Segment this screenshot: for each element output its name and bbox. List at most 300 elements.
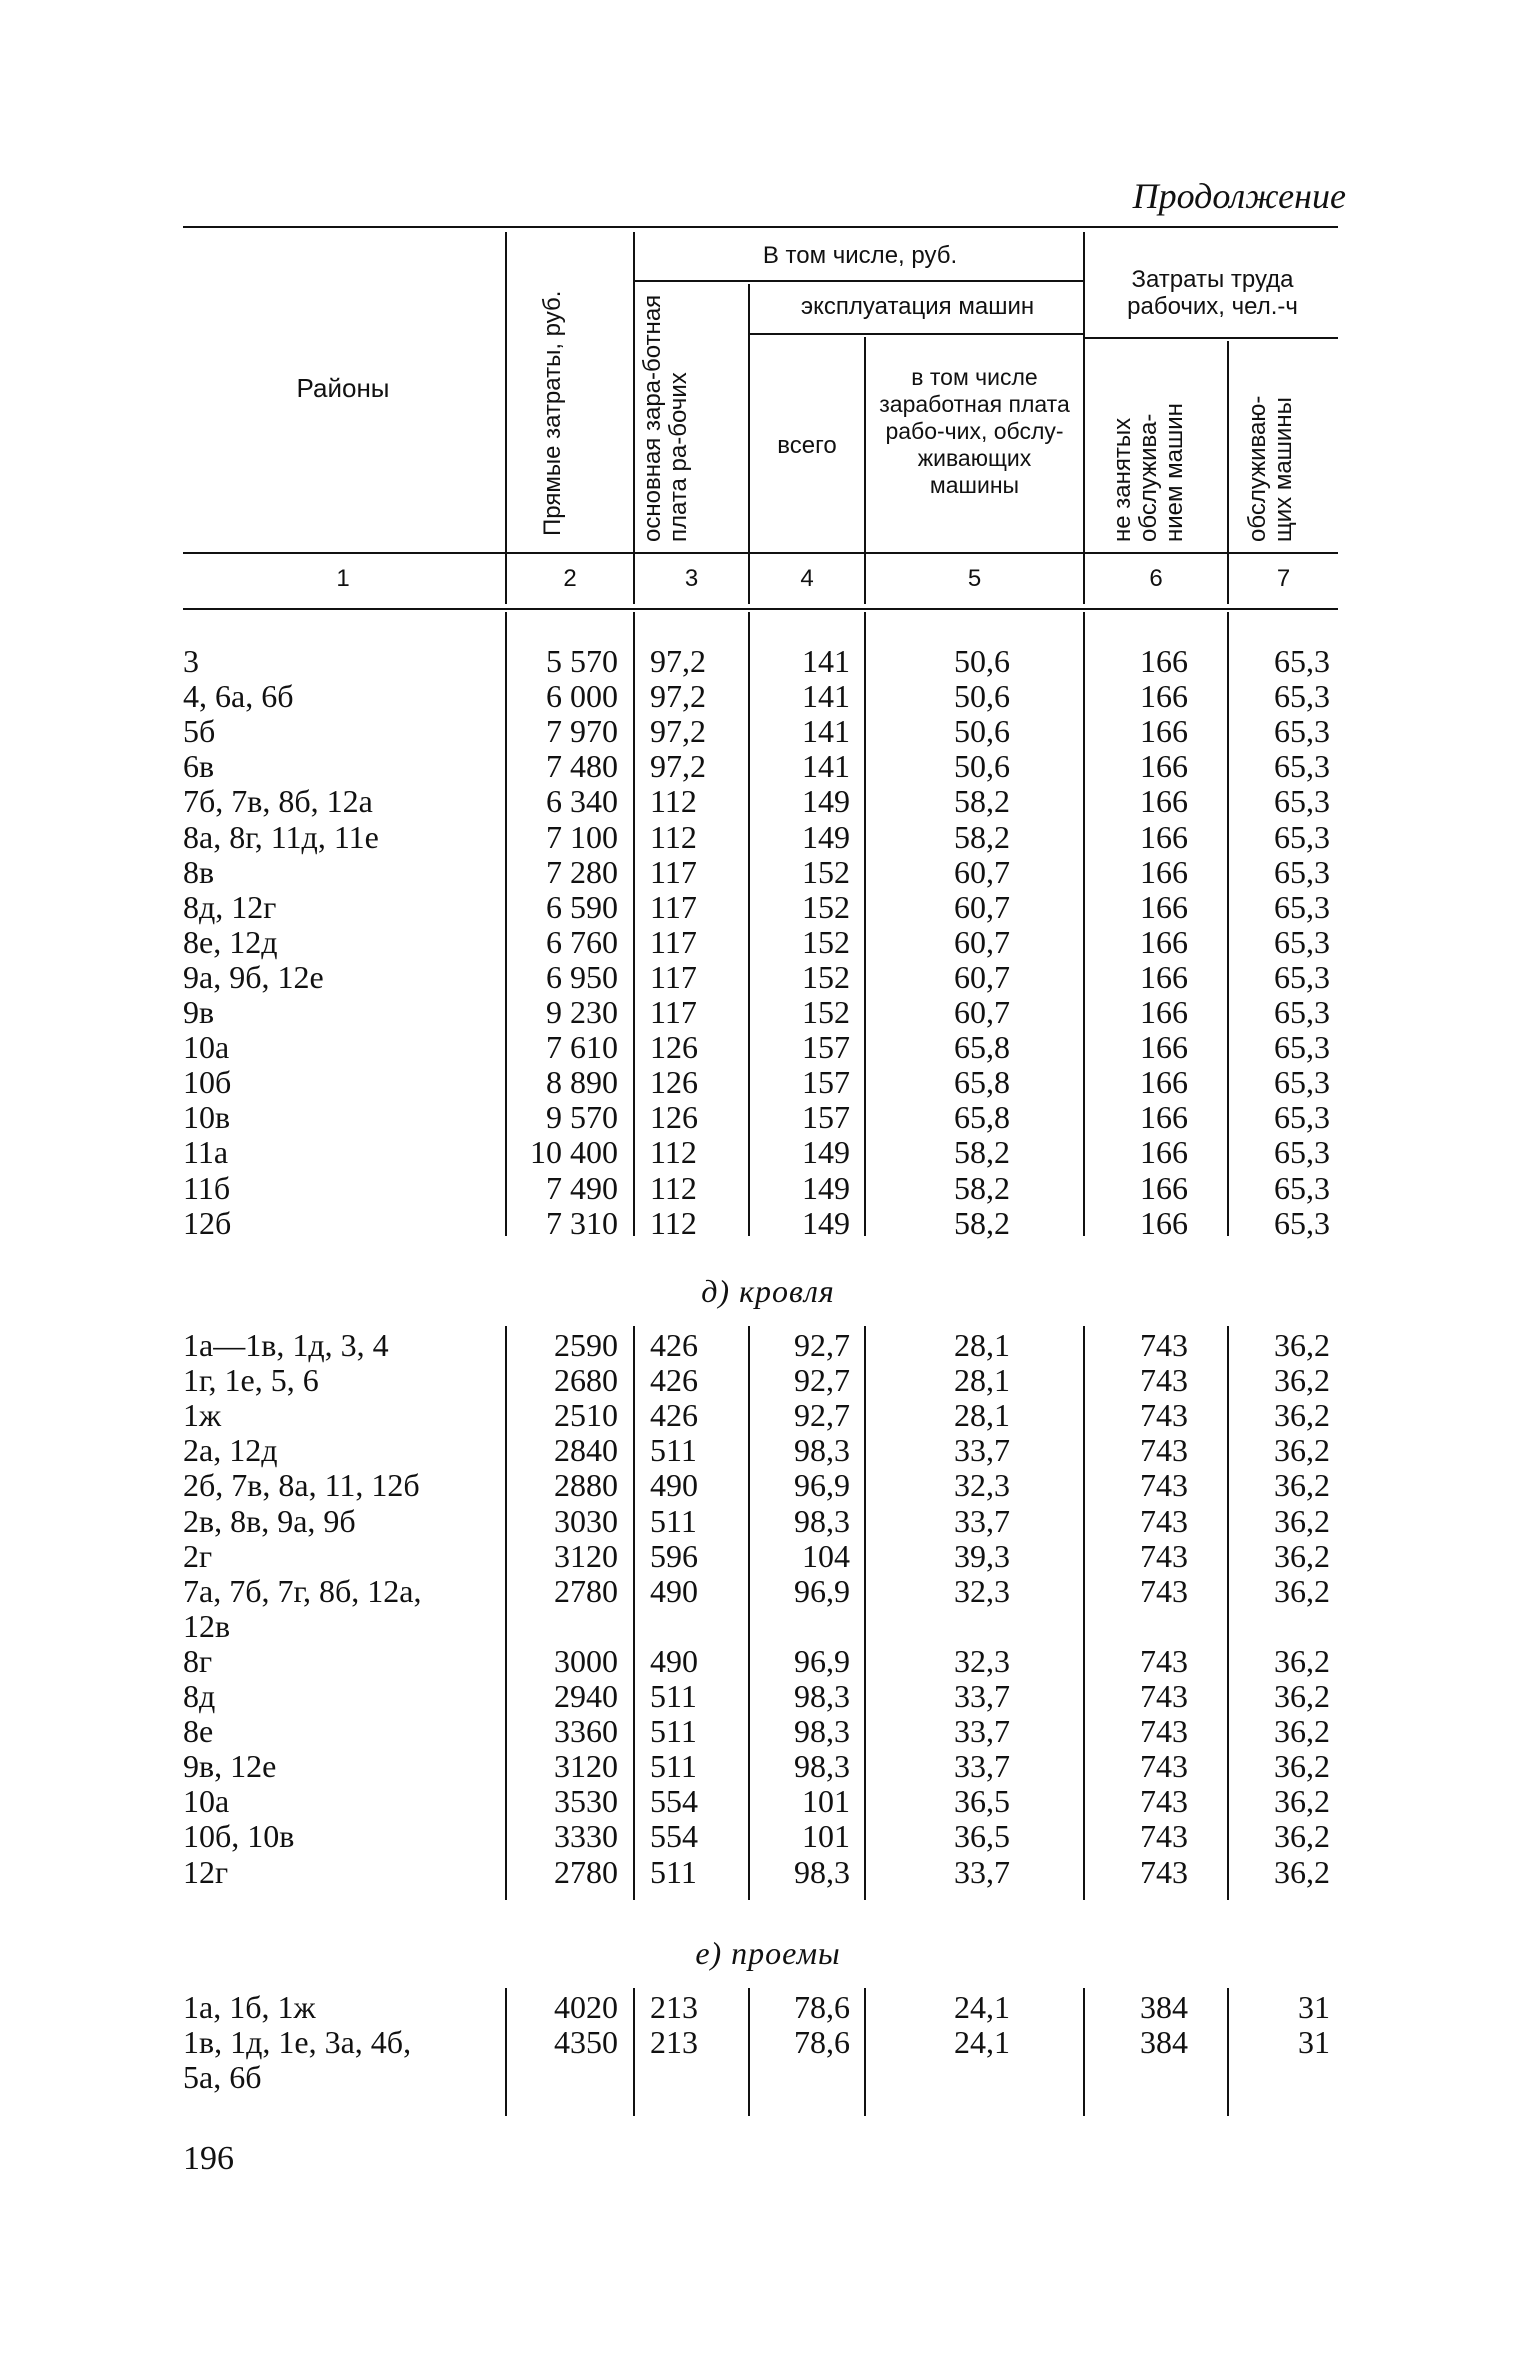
cell-district: 7б, 7в, 8б, 12а — [183, 783, 373, 820]
cell-labor-not-machines: 166 — [1140, 1169, 1188, 1206]
header-group-labor: Затраты труда рабочих, чел.-ч — [1127, 266, 1298, 320]
cell-labor-machines: 31 — [1298, 1989, 1330, 2025]
cell-machine-wage: 58,2 — [954, 1169, 1010, 1206]
cell-direct-costs: 3120 — [554, 1537, 618, 1574]
cell-direct-costs: 2680 — [554, 1362, 618, 1399]
cell-base-wage: 117 — [650, 888, 697, 925]
cell-direct-costs: 6 340 — [546, 783, 618, 820]
cell-district: 5б — [183, 713, 216, 750]
section-title-openings: е) проемы — [695, 1935, 841, 1971]
header-divider-1 — [505, 232, 507, 604]
cell-machines-total: 98,3 — [794, 1853, 850, 1890]
cell-machine-wage: 50,6 — [954, 713, 1010, 750]
cell-direct-costs: 7 100 — [546, 818, 618, 855]
table-row — [0, 995, 1536, 1030]
cell-direct-costs: 6 760 — [546, 923, 618, 960]
cell-direct-costs: 7 480 — [546, 748, 618, 785]
cell-machines-total: 92,7 — [794, 1362, 850, 1399]
cell-labor-machines: 36,2 — [1274, 1537, 1330, 1574]
cell-labor-machines: 36,2 — [1274, 1572, 1330, 1609]
column-number-6: 6 — [1149, 565, 1163, 592]
cell-machine-wage: 39,3 — [954, 1537, 1010, 1574]
cell-base-wage: 126 — [650, 1099, 698, 1136]
cell-machines-total: 152 — [802, 994, 850, 1030]
cell-district: 5а, 6б — [183, 2059, 262, 2096]
header-divider-4 — [864, 337, 866, 604]
cell-district: 10б, 10в — [183, 1818, 295, 1855]
cell-district: 8е — [183, 1713, 214, 1750]
cell-base-wage: 117 — [650, 994, 697, 1030]
cell-machines-total: 98,3 — [794, 1748, 850, 1785]
table-row — [0, 1819, 1536, 1854]
cell-machines-total: 157 — [802, 1099, 850, 1136]
cell-base-wage: 426 — [650, 1362, 698, 1399]
cell-labor-machines: 36,2 — [1274, 1713, 1330, 1750]
cell-machine-wage: 28,1 — [954, 1397, 1010, 1434]
cell-machines-total: 96,9 — [794, 1572, 850, 1609]
column-number-3: 3 — [684, 565, 699, 592]
cell-labor-machines: 36,2 — [1274, 1748, 1330, 1785]
table-row — [0, 1749, 1536, 1784]
cell-base-wage: 117 — [650, 958, 697, 995]
cell-district: 9в — [183, 994, 215, 1030]
column-number-rule — [183, 608, 1338, 610]
cell-district: 8д — [183, 1678, 216, 1714]
cell-district: 6в — [183, 748, 215, 785]
cell-machine-wage: 24,1 — [954, 1989, 1010, 2025]
cell-district: 1г, 1е, 5, 6 — [183, 1362, 319, 1399]
table-row — [0, 2025, 1536, 2060]
cell-machine-wage: 65,8 — [954, 1029, 1010, 1066]
cell-base-wage: 97,2 — [650, 643, 706, 679]
cell-machines-total: 149 — [802, 783, 850, 820]
cell-base-wage: 490 — [650, 1642, 698, 1679]
cell-machine-wage: 60,7 — [954, 923, 1010, 960]
cell-base-wage: 426 — [650, 1397, 698, 1434]
cell-labor-not-machines: 384 — [1140, 2024, 1188, 2061]
table-row — [0, 644, 1536, 679]
cell-base-wage: 117 — [650, 923, 697, 960]
table-row — [0, 960, 1536, 995]
table-row — [0, 1433, 1536, 1468]
cell-base-wage: 554 — [650, 1783, 698, 1820]
table-row — [0, 1030, 1536, 1065]
cell-labor-not-machines: 743 — [1140, 1362, 1188, 1399]
cell-machine-wage: 33,7 — [954, 1748, 1010, 1785]
cell-direct-costs: 6 950 — [546, 958, 618, 995]
cell-district: 4, 6а, 6б — [183, 678, 294, 715]
cell-machines-total: 152 — [802, 958, 850, 995]
header-machines-total: всего — [777, 432, 837, 459]
cell-machines-total: 149 — [802, 1204, 850, 1241]
cell-direct-costs: 2880 — [554, 1467, 618, 1504]
cell-direct-costs: 3030 — [554, 1502, 618, 1539]
cell-labor-not-machines: 743 — [1140, 1537, 1188, 1574]
cell-base-wage: 511 — [650, 1502, 697, 1539]
cell-direct-costs: 2590 — [554, 1327, 618, 1363]
table-row — [0, 1065, 1536, 1100]
cell-labor-machines: 36,2 — [1274, 1783, 1330, 1820]
table-row — [0, 890, 1536, 925]
cell-labor-not-machines: 166 — [1140, 783, 1188, 820]
cell-district: 11а — [183, 1134, 229, 1171]
cell-labor-machines: 65,3 — [1274, 748, 1330, 785]
cell-labor-machines: 65,3 — [1274, 1029, 1330, 1066]
column-number-5: 5 — [967, 565, 982, 592]
column-number-1: 1 — [336, 565, 350, 592]
cell-labor-machines: 31 — [1298, 2024, 1330, 2061]
cell-machine-wage: 28,1 — [954, 1362, 1010, 1399]
cell-machines-total: 149 — [802, 818, 850, 855]
cell-base-wage: 112 — [650, 1204, 697, 1241]
cell-direct-costs: 5 570 — [546, 643, 618, 679]
cell-labor-not-machines: 166 — [1140, 853, 1188, 890]
cell-labor-machines: 65,3 — [1274, 853, 1330, 890]
table-row — [0, 1714, 1536, 1749]
cell-labor-not-machines: 166 — [1140, 818, 1188, 855]
cell-direct-costs: 3530 — [554, 1783, 618, 1820]
cell-district: 9в, 12е — [183, 1748, 277, 1785]
cell-labor-not-machines: 166 — [1140, 678, 1188, 715]
cell-base-wage: 490 — [650, 1467, 698, 1504]
cell-district: 8г — [183, 1642, 213, 1679]
cell-labor-not-machines: 743 — [1140, 1502, 1188, 1539]
continuation-label: Продолжение — [1132, 176, 1346, 216]
cell-machines-total: 149 — [802, 1134, 850, 1171]
cell-base-wage: 97,2 — [650, 748, 706, 785]
table-row — [0, 1784, 1536, 1819]
cell-direct-costs: 7 970 — [546, 713, 618, 750]
cell-district: 12б — [183, 1204, 232, 1241]
table-row — [0, 1100, 1536, 1135]
cell-labor-machines: 36,2 — [1274, 1502, 1330, 1539]
cell-machine-wage: 33,7 — [954, 1432, 1010, 1469]
column-number-7: 7 — [1276, 565, 1291, 592]
cell-direct-costs: 2510 — [554, 1397, 618, 1434]
cell-direct-costs: 10 400 — [530, 1134, 618, 1171]
cell-direct-costs: 6 590 — [546, 888, 618, 925]
cell-labor-not-machines: 166 — [1140, 1134, 1188, 1171]
cell-machines-total: 96,9 — [794, 1642, 850, 1679]
cell-district: 2а, 12д — [183, 1432, 278, 1469]
cell-machines-total: 141 — [802, 748, 850, 785]
table-row — [0, 1468, 1536, 1503]
cell-labor-not-machines: 743 — [1140, 1397, 1188, 1434]
cell-labor-not-machines: 384 — [1140, 1989, 1188, 2025]
cell-machines-total: 101 — [802, 1818, 850, 1855]
cell-district: 1а—1в, 1д, 3, 4 — [183, 1327, 389, 1363]
cell-machine-wage: 65,8 — [954, 1099, 1010, 1136]
cell-labor-machines: 36,2 — [1274, 1432, 1330, 1469]
cell-machines-total: 98,3 — [794, 1432, 850, 1469]
cell-base-wage: 97,2 — [650, 678, 706, 715]
cell-direct-costs: 7 610 — [546, 1029, 618, 1066]
header-districts: Районы — [296, 373, 390, 403]
cell-machine-wage: 58,2 — [954, 1204, 1010, 1241]
cell-machines-total: 152 — [802, 888, 850, 925]
table-row — [0, 749, 1536, 784]
cell-labor-machines: 36,2 — [1274, 1362, 1330, 1399]
cell-labor-machines: 65,3 — [1274, 783, 1330, 820]
cell-machines-total: 98,3 — [794, 1678, 850, 1714]
cell-machine-wage: 58,2 — [954, 1134, 1010, 1171]
cell-labor-not-machines: 743 — [1140, 1713, 1188, 1750]
cell-direct-costs: 4020 — [554, 1989, 618, 2025]
cell-labor-not-machines: 166 — [1140, 713, 1188, 750]
cell-district: 1а, 1б, 1ж — [183, 1989, 316, 2025]
cell-labor-not-machines: 166 — [1140, 748, 1188, 785]
cell-machine-wage: 36,5 — [954, 1783, 1010, 1820]
cell-direct-costs: 9 230 — [546, 994, 618, 1030]
cell-machines-total: 141 — [802, 713, 850, 750]
cell-labor-not-machines: 166 — [1140, 1099, 1188, 1136]
cell-labor-not-machines: 166 — [1140, 958, 1188, 995]
cell-base-wage: 126 — [650, 1029, 698, 1066]
cell-labor-not-machines: 743 — [1140, 1783, 1188, 1820]
table-row — [0, 714, 1536, 749]
cell-machines-total: 78,6 — [794, 2024, 850, 2061]
table-row — [0, 1328, 1536, 1363]
cell-machine-wage: 32,3 — [954, 1642, 1010, 1679]
cell-machine-wage: 28,1 — [954, 1327, 1010, 1363]
cell-machines-total: 98,3 — [794, 1713, 850, 1750]
cell-labor-machines: 36,2 — [1274, 1327, 1330, 1363]
cell-labor-machines: 65,3 — [1274, 643, 1330, 679]
cell-direct-costs: 6 000 — [546, 678, 618, 715]
cell-labor-not-machines: 166 — [1140, 643, 1188, 679]
cell-base-wage: 126 — [650, 1064, 698, 1101]
cell-labor-machines: 65,3 — [1274, 1204, 1330, 1241]
header-labor-not-machines: не занятых обслужива-нием машин — [1109, 403, 1188, 542]
cell-labor-machines: 36,2 — [1274, 1818, 1330, 1855]
cell-machines-total: 141 — [802, 678, 850, 715]
cell-machine-wage: 58,2 — [954, 783, 1010, 820]
column-number-4: 4 — [800, 565, 814, 592]
cell-direct-costs: 7 490 — [546, 1169, 618, 1206]
group-main-rule — [635, 280, 1085, 282]
cell-district: 8е, 12д — [183, 923, 278, 960]
cell-machines-total: 152 — [802, 853, 850, 890]
cell-direct-costs: 3120 — [554, 1748, 618, 1785]
cell-labor-machines: 65,3 — [1274, 713, 1330, 750]
cell-labor-machines: 65,3 — [1274, 1169, 1330, 1206]
cell-machines-total: 157 — [802, 1064, 850, 1101]
table-row — [0, 2060, 1536, 2095]
cell-machine-wage: 33,7 — [954, 1502, 1010, 1539]
cell-base-wage: 596 — [650, 1537, 698, 1574]
cell-machine-wage: 32,3 — [954, 1467, 1010, 1504]
header-labor-machines: обслуживаю-щих машины — [1244, 395, 1297, 542]
cell-labor-machines: 65,3 — [1274, 888, 1330, 925]
table-row — [0, 1539, 1536, 1574]
cell-district: 10в — [183, 1099, 231, 1136]
table-row — [0, 820, 1536, 855]
cell-labor-not-machines: 743 — [1140, 1818, 1188, 1855]
cell-base-wage: 112 — [650, 818, 697, 855]
column-number-2: 2 — [563, 565, 577, 592]
cell-labor-not-machines: 166 — [1140, 1204, 1188, 1241]
cell-machines-total: 92,7 — [794, 1397, 850, 1434]
cell-labor-not-machines: 166 — [1140, 888, 1188, 925]
table-row — [0, 1609, 1536, 1644]
cell-district: 9а, 9б, 12е — [183, 958, 324, 995]
cell-machine-wage: 60,7 — [954, 994, 1010, 1030]
header-group-machines: эксплуатация машин — [800, 293, 1035, 320]
cell-machine-wage: 60,7 — [954, 853, 1010, 890]
cell-labor-machines: 36,2 — [1274, 1853, 1330, 1890]
cell-base-wage: 511 — [650, 1432, 697, 1469]
table-row — [0, 925, 1536, 960]
cell-base-wage: 490 — [650, 1572, 698, 1609]
cell-machine-wage: 65,8 — [954, 1064, 1010, 1101]
cell-base-wage: 426 — [650, 1327, 698, 1363]
cell-labor-machines: 65,3 — [1274, 923, 1330, 960]
cell-machine-wage: 33,7 — [954, 1853, 1010, 1890]
cell-base-wage: 112 — [650, 1169, 697, 1206]
cell-district: 2в, 8в, 9а, 9б — [183, 1502, 356, 1539]
cell-district: 3 — [183, 643, 199, 679]
cell-labor-not-machines: 743 — [1140, 1572, 1188, 1609]
cell-labor-machines: 36,2 — [1274, 1467, 1330, 1504]
cell-direct-costs: 4350 — [554, 2024, 618, 2061]
cell-labor-not-machines: 166 — [1140, 1029, 1188, 1066]
cell-machine-wage: 60,7 — [954, 888, 1010, 925]
cell-labor-not-machines: 743 — [1140, 1432, 1188, 1469]
cell-district: 11б — [183, 1169, 231, 1206]
group-labor-rule — [1085, 337, 1338, 339]
cell-labor-not-machines: 166 — [1140, 994, 1188, 1030]
cell-direct-costs: 2840 — [554, 1432, 618, 1469]
table-row — [0, 1398, 1536, 1433]
cell-base-wage: 112 — [650, 783, 697, 820]
header-bottom-rule — [183, 552, 1338, 554]
cell-labor-not-machines: 166 — [1140, 923, 1188, 960]
cell-machines-total: 149 — [802, 1169, 850, 1206]
table-row — [0, 855, 1536, 890]
cell-machines-total: 101 — [802, 1783, 850, 1820]
cell-direct-costs: 3330 — [554, 1818, 618, 1855]
table-row — [0, 784, 1536, 819]
header-machine-wage: в том числе заработная плата рабо-чих, обслу-живающих машины — [879, 364, 1070, 498]
header-divider-5 — [1083, 232, 1085, 604]
cell-direct-costs: 2780 — [554, 1572, 618, 1609]
cell-machine-wage: 60,7 — [954, 958, 1010, 995]
cell-direct-costs: 3360 — [554, 1713, 618, 1750]
cell-machine-wage: 32,3 — [954, 1572, 1010, 1609]
cell-labor-not-machines: 743 — [1140, 1467, 1188, 1504]
cell-district: 10а — [183, 1783, 230, 1820]
cell-district: 10б — [183, 1064, 232, 1101]
cell-machines-total: 141 — [802, 643, 850, 679]
cell-base-wage: 97,2 — [650, 713, 706, 750]
cell-direct-costs: 8 890 — [546, 1064, 618, 1101]
cell-direct-costs: 3000 — [554, 1642, 618, 1679]
cell-base-wage: 511 — [650, 1748, 697, 1785]
cell-labor-machines: 65,3 — [1274, 1099, 1330, 1136]
cell-machines-total: 157 — [802, 1029, 850, 1066]
cell-labor-machines: 65,3 — [1274, 994, 1330, 1030]
cell-machine-wage: 33,7 — [954, 1713, 1010, 1750]
cell-machines-total: 152 — [802, 923, 850, 960]
cell-district: 1в, 1д, 1е, 3а, 4б, — [183, 2024, 412, 2061]
cell-machine-wage: 58,2 — [954, 818, 1010, 855]
cell-base-wage: 511 — [650, 1713, 697, 1750]
cell-labor-not-machines: 743 — [1140, 1327, 1188, 1363]
cell-labor-machines: 65,3 — [1274, 1064, 1330, 1101]
cell-labor-not-machines: 743 — [1140, 1642, 1188, 1679]
cell-labor-not-machines: 166 — [1140, 1064, 1188, 1101]
cell-district: 12в — [183, 1607, 231, 1644]
cell-machine-wage: 24,1 — [954, 2024, 1010, 2061]
cell-direct-costs: 2780 — [554, 1853, 618, 1890]
cell-machines-total: 98,3 — [794, 1502, 850, 1539]
cell-labor-not-machines: 743 — [1140, 1678, 1188, 1714]
cell-district: 1ж — [183, 1397, 222, 1434]
cell-base-wage: 511 — [650, 1853, 697, 1890]
cell-machines-total: 78,6 — [794, 1989, 850, 2025]
table-row — [0, 1135, 1536, 1170]
cell-labor-not-machines: 743 — [1140, 1748, 1188, 1785]
table-row — [0, 1206, 1536, 1241]
cell-base-wage: 213 — [650, 2024, 698, 2061]
cell-labor-machines: 36,2 — [1274, 1642, 1330, 1679]
header-group-main: В том числе, руб. — [762, 242, 958, 269]
table-row — [0, 1574, 1536, 1609]
header-divider-3 — [748, 284, 750, 604]
cell-district: 8а, 8г, 11д, 11е — [183, 818, 379, 855]
cell-district: 2б, 7в, 8а, 11, 12б — [183, 1467, 420, 1504]
cell-base-wage: 117 — [650, 853, 697, 890]
cell-machine-wage: 50,6 — [954, 678, 1010, 715]
cell-direct-costs: 9 570 — [546, 1099, 618, 1136]
cell-base-wage: 112 — [650, 1134, 697, 1171]
header-top-rule — [183, 226, 1338, 228]
cell-district: 7а, 7б, 7г, 8б, 12а, — [183, 1572, 422, 1609]
header-base-wage: основная зара-ботная плата ра-бочих — [639, 294, 692, 542]
cell-district: 12г — [183, 1853, 229, 1890]
cell-machine-wage: 50,6 — [954, 748, 1010, 785]
page-number: 196 — [183, 2140, 234, 2177]
cell-machines-total: 92,7 — [794, 1327, 850, 1363]
group-machines-rule — [750, 333, 1085, 335]
cell-labor-not-machines: 743 — [1140, 1853, 1188, 1890]
cell-machine-wage: 33,7 — [954, 1678, 1010, 1714]
header-divider-2 — [633, 232, 635, 604]
cell-labor-machines: 65,3 — [1274, 818, 1330, 855]
cell-labor-machines: 36,2 — [1274, 1678, 1330, 1714]
cell-district: 2г — [183, 1537, 213, 1574]
table-row — [0, 1171, 1536, 1206]
cell-machines-total: 104 — [802, 1537, 850, 1574]
table-row — [0, 1504, 1536, 1539]
cell-district: 10а — [183, 1029, 230, 1066]
cell-labor-machines: 65,3 — [1274, 958, 1330, 995]
table-row — [0, 1855, 1536, 1890]
section-title-roofing: д) кровля — [701, 1273, 835, 1309]
cell-base-wage: 213 — [650, 1989, 698, 2025]
cell-machines-total: 96,9 — [794, 1467, 850, 1504]
table-row — [0, 1363, 1536, 1398]
cell-labor-machines: 65,3 — [1274, 678, 1330, 715]
table-row — [0, 1644, 1536, 1679]
cell-labor-machines: 65,3 — [1274, 1134, 1330, 1171]
cell-labor-machines: 36,2 — [1274, 1397, 1330, 1434]
cell-machine-wage: 50,6 — [954, 643, 1010, 679]
cell-base-wage: 511 — [650, 1678, 697, 1714]
cell-district: 8д, 12г — [183, 888, 277, 925]
table-row — [0, 679, 1536, 714]
cell-machine-wage: 36,5 — [954, 1818, 1010, 1855]
